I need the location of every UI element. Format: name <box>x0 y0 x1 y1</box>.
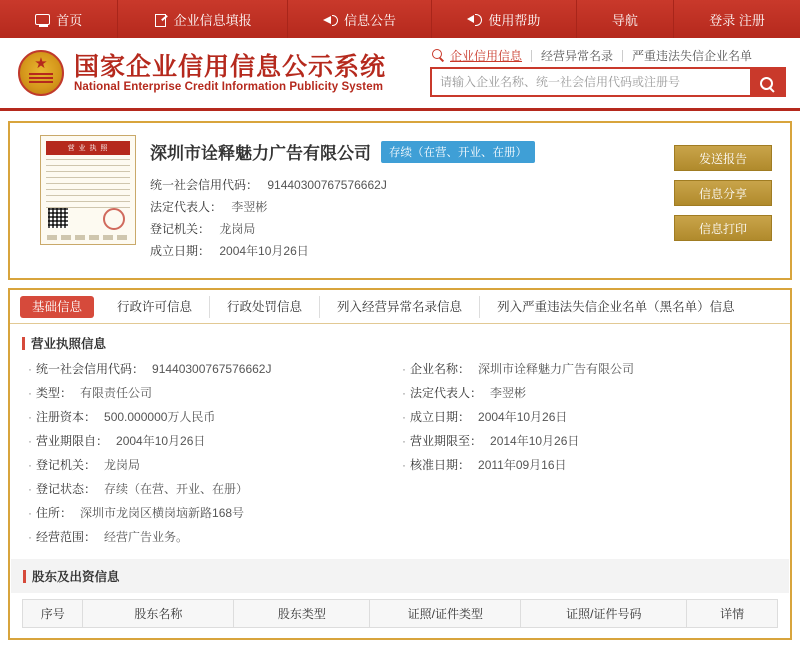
detail-type-label: 类型： <box>36 386 73 400</box>
section-marker-icon <box>23 570 26 583</box>
detail-registration-status-value: 存续（在营、开业、在册） <box>104 482 249 496</box>
nav-item-login-register[interactable] <box>674 0 800 38</box>
company-field-legal-rep-label: 法定代表人： <box>150 200 223 214</box>
qr-code-icon <box>48 208 68 228</box>
shareholder-section-header <box>11 559 789 593</box>
detail-address-value: 深圳市龙岗区横岗垴新路168号 <box>80 506 245 520</box>
bullet-icon: · <box>28 482 32 496</box>
detail-registration-authority-label: 登记机关： <box>36 458 97 472</box>
detail-registration-authority <box>28 458 402 473</box>
seal-icon <box>103 208 125 230</box>
company-field-legal-rep-value: 李翌彬 <box>231 200 268 214</box>
detail-spacer-1 <box>402 482 776 497</box>
detail-credit-code-value: 91440300767576662J <box>152 362 272 376</box>
site-title-cn: 国家企业信用信息公示系统 <box>74 51 387 81</box>
detail-approval-date-value: 2011年09月16日 <box>478 458 567 472</box>
detail-type-value: 有限责任公司 <box>80 386 153 400</box>
section-marker-icon <box>22 337 25 350</box>
tab-abnormal-operations[interactable]: 列入经营异常名录信息 <box>320 296 480 318</box>
bullet-icon: · <box>402 434 406 448</box>
detail-registered-capital <box>28 410 402 425</box>
nav-label-login-register: 登录 注册 <box>709 12 765 28</box>
pen-icon <box>154 13 168 26</box>
column-shareholder-name: 股东名称 <box>83 600 234 628</box>
detail-term-from-value: 2004年10月26日 <box>116 434 206 448</box>
top-navigation <box>0 0 800 38</box>
search-input[interactable] <box>432 69 750 95</box>
detail-establish-date <box>402 410 776 425</box>
bullet-icon: · <box>402 386 406 400</box>
detail-tabs <box>10 290 790 324</box>
company-summary-panel <box>8 121 792 280</box>
detail-company-name-label: 企业名称： <box>410 362 471 376</box>
column-shareholder-type: 股东类型 <box>234 600 370 628</box>
detail-establish-date-label: 成立日期： <box>410 410 471 424</box>
company-field-credit-code-value: 91440300767576662J <box>267 178 387 192</box>
search-tabs <box>430 49 786 62</box>
send-report-button[interactable]: 发送报告 <box>674 145 772 171</box>
detail-term-from-label: 营业期限自： <box>36 434 109 448</box>
company-field-establish-date-label: 成立日期： <box>150 244 211 258</box>
nav-label-announcements: 信息公告 <box>344 12 397 28</box>
detail-type <box>28 386 402 401</box>
bullet-icon: · <box>402 410 406 424</box>
detail-approval-date-label: 核准日期： <box>410 458 471 472</box>
column-certificate-number: 证照/证件号码 <box>521 600 687 628</box>
company-name: 深圳市诠释魅力广告有限公司 <box>150 144 371 164</box>
column-detail: 详情 <box>687 600 778 628</box>
detail-company-name-value: 深圳市诠释魅力广告有限公司 <box>478 362 635 376</box>
detail-company-name <box>402 362 776 377</box>
tab-administrative-license[interactable]: 行政许可信息 <box>100 296 210 318</box>
detail-term-to-value: 2014年10月26日 <box>490 434 580 448</box>
company-field-establish-date <box>150 244 776 259</box>
company-field-registration-authority-value: 龙岗局 <box>219 222 256 236</box>
company-field-registration-authority-label: 登记机关： <box>150 222 211 236</box>
search-submit-button[interactable] <box>750 69 784 95</box>
home-icon <box>35 14 50 25</box>
nav-label-home: 首页 <box>56 12 83 28</box>
license-section-header <box>10 324 790 358</box>
detail-legal-rep-label: 法定代表人： <box>410 386 483 400</box>
detail-registration-status-label: 登记状态： <box>36 482 97 496</box>
nav-label-help: 使用帮助 <box>488 12 541 28</box>
share-info-button[interactable]: 信息分享 <box>674 180 772 206</box>
detail-spacer-2 <box>402 506 776 521</box>
detail-business-scope <box>28 530 402 545</box>
tab-serious-violation-blacklist[interactable]: 列入严重违法失信企业名单（黑名单）信息 <box>497 299 735 314</box>
detail-establish-date-value: 2004年10月26日 <box>478 410 568 424</box>
nav-item-help[interactable] <box>432 0 576 38</box>
license-section-title: 营业执照信息 <box>31 337 107 351</box>
shareholder-section-title: 股东及出资信息 <box>32 570 120 584</box>
company-field-establish-date-value: 2004年10月26日 <box>219 244 309 258</box>
nav-item-announcements[interactable] <box>288 0 432 38</box>
bullet-icon: · <box>28 506 32 520</box>
detail-spacer-3 <box>402 530 776 545</box>
nav-item-navigation[interactable] <box>577 0 674 38</box>
speaker-icon <box>323 13 338 26</box>
detail-credit-code-label: 统一社会信用代码： <box>36 362 145 376</box>
detail-term-from <box>28 434 402 449</box>
nav-item-enterprise-report[interactable] <box>118 0 287 38</box>
national-emblem-icon <box>18 50 64 96</box>
table-header-row <box>23 600 778 628</box>
business-license-thumbnail[interactable] <box>40 135 136 245</box>
bullet-icon: · <box>28 530 32 544</box>
license-detail-grid <box>10 358 790 559</box>
license-thumb-footer <box>47 235 129 240</box>
detail-registered-capital-label: 注册资本： <box>36 410 97 424</box>
bullet-icon: · <box>402 362 406 376</box>
company-actions <box>674 145 772 241</box>
status-badge: 存续（在营、开业、在册） <box>381 141 535 163</box>
help-icon <box>467 13 482 26</box>
site-title <box>74 53 386 94</box>
search-tab-credit-info[interactable]: 企业信用信息 <box>450 50 532 62</box>
detail-business-scope-value: 经营广告业务。 <box>104 530 189 544</box>
bullet-icon: · <box>28 410 32 424</box>
column-certificate-type: 证照/证件类型 <box>370 600 521 628</box>
detail-legal-rep <box>402 386 776 401</box>
detail-registered-capital-value: 500.000000万人民币 <box>104 410 216 424</box>
nav-item-home[interactable] <box>0 0 118 38</box>
detail-address <box>28 506 402 521</box>
bullet-icon: · <box>28 362 32 376</box>
detail-business-scope-label: 经营范围： <box>36 530 97 544</box>
license-thumb-lines <box>46 159 130 211</box>
search-icon <box>432 49 445 62</box>
detail-address-label: 住所： <box>36 506 73 520</box>
detail-registration-status <box>28 482 402 497</box>
detail-legal-rep-value: 李翌彬 <box>490 386 527 400</box>
column-index: 序号 <box>23 600 83 628</box>
nav-label-enterprise-report: 企业信息填报 <box>173 12 252 28</box>
detail-approval-date <box>402 458 776 473</box>
site-header <box>0 38 800 111</box>
detail-panel <box>8 288 792 640</box>
nav-label-navigation: 导航 <box>611 12 638 28</box>
search-tab-abnormal-list[interactable]: 经营异常名录 <box>532 50 623 62</box>
tab-basic-info[interactable]: 基础信息 <box>20 296 94 318</box>
detail-term-to-label: 营业期限至： <box>410 434 483 448</box>
site-title-en: National Enterprise Credit Information Publicity System <box>74 81 384 94</box>
bullet-icon: · <box>402 458 406 472</box>
bullet-icon: · <box>28 434 32 448</box>
detail-credit-code <box>28 362 402 377</box>
tab-administrative-penalty[interactable]: 行政处罚信息 <box>210 296 320 318</box>
detail-term-to <box>402 434 776 449</box>
license-thumb-title: 营 业 执 照 <box>46 141 130 155</box>
shareholder-table <box>22 599 778 628</box>
bullet-icon: · <box>28 386 32 400</box>
print-info-button[interactable]: 信息打印 <box>674 215 772 241</box>
bullet-icon: · <box>28 458 32 472</box>
detail-registration-authority-value: 龙岗局 <box>104 458 141 472</box>
shareholder-table-wrap <box>10 599 790 638</box>
search-box <box>430 67 786 97</box>
search-area <box>430 49 786 97</box>
company-field-credit-code-label: 统一社会信用代码： <box>150 178 259 192</box>
search-tab-blacklist[interactable]: 严重违法失信企业名单 <box>632 48 753 63</box>
